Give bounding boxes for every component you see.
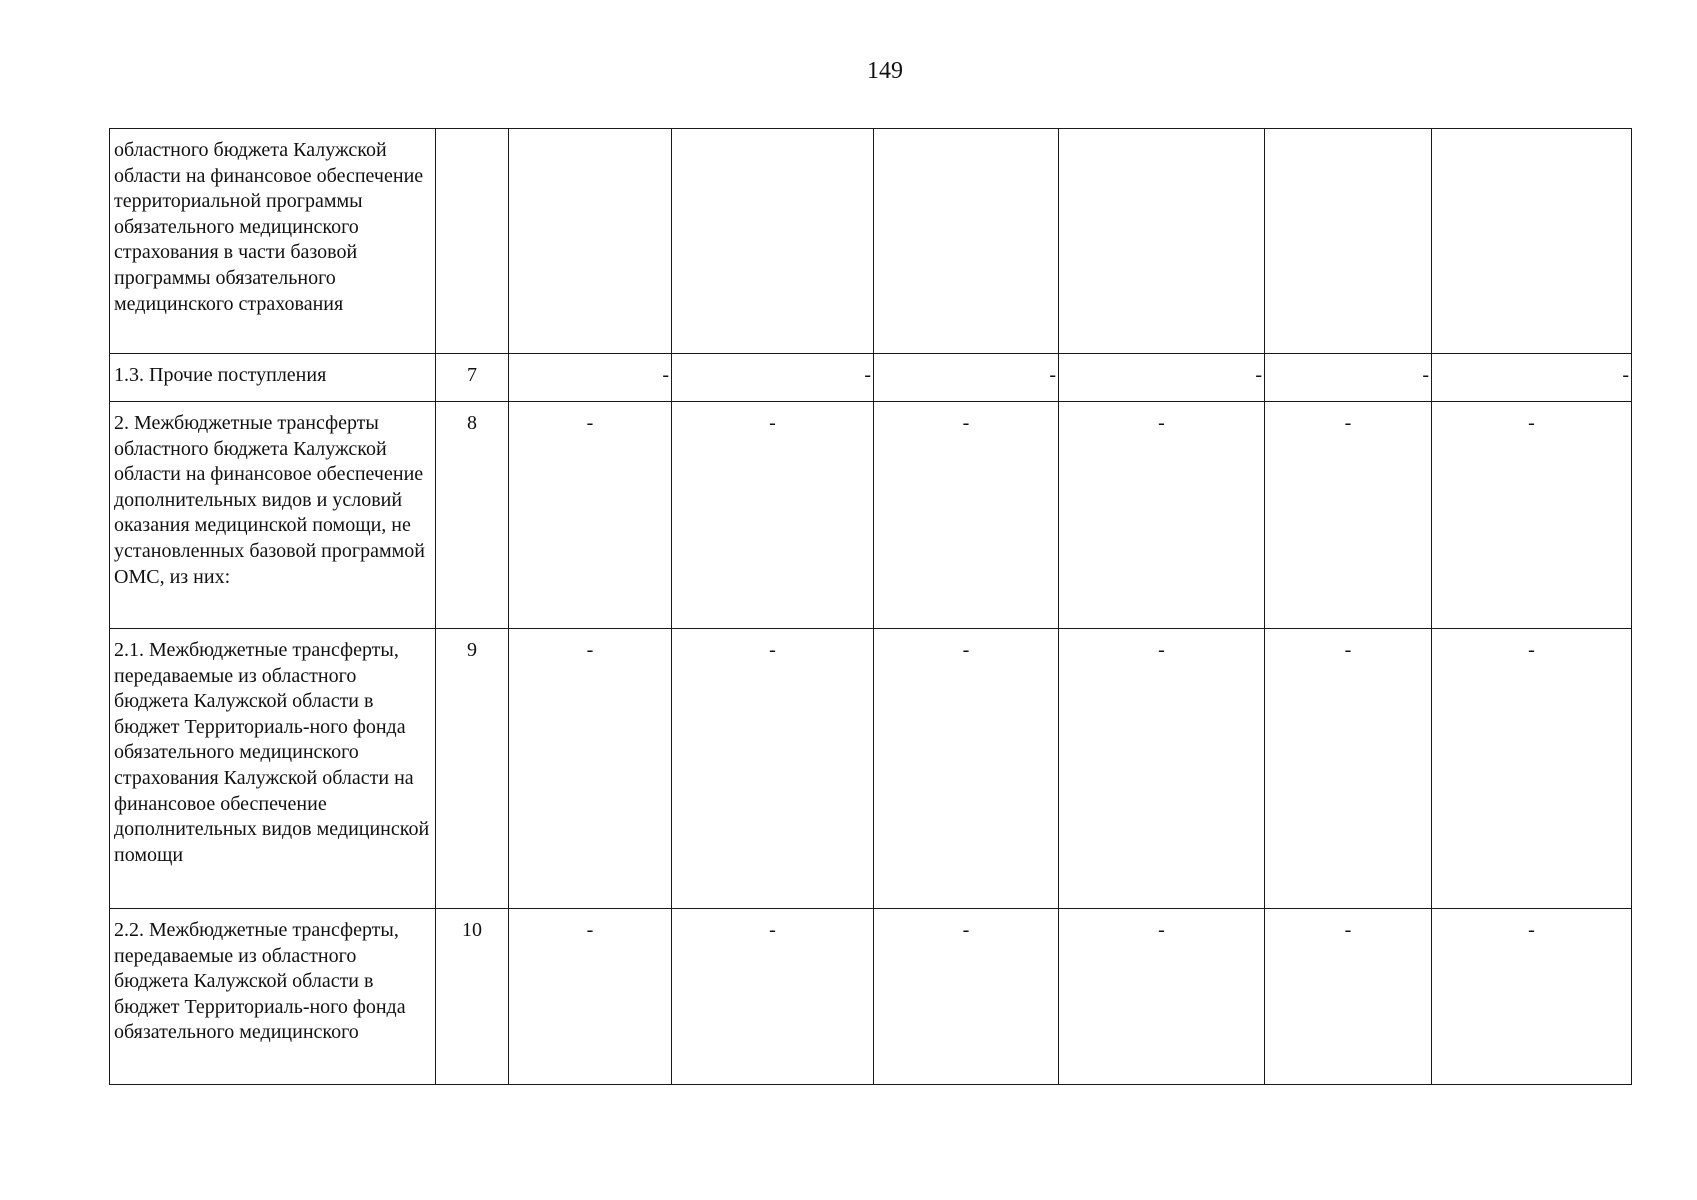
value-cell: -	[1059, 909, 1265, 1085]
value-cell: -	[1059, 629, 1265, 909]
value-cell: -	[874, 909, 1059, 1085]
row-code-cell: 8	[436, 402, 509, 629]
value-cell: -	[874, 629, 1059, 909]
table-row	[110, 629, 1632, 909]
value-cell	[1059, 129, 1265, 354]
value-cell: -	[509, 354, 672, 402]
value-cell: -	[1432, 629, 1632, 909]
value-cell: -	[1265, 909, 1432, 1085]
row-code-cell: 7	[436, 354, 509, 402]
value-cell	[1432, 129, 1632, 354]
table-row	[110, 909, 1632, 1085]
value-cell: -	[1059, 354, 1265, 402]
row-name-cell: 2.2. Межбюджетные трансферты, передаваемые из областного бюджета Калужской области в бюджет Территориаль-ного фонда обязательного медицинского	[110, 909, 436, 1085]
value-cell: -	[672, 354, 874, 402]
value-cell: -	[1265, 629, 1432, 909]
value-cell: -	[509, 909, 672, 1085]
value-cell: -	[1265, 354, 1432, 402]
value-cell: -	[672, 629, 874, 909]
row-name-cell: областного бюджета Калужской области на финансовое обеспечение территориальной программы обязательного медицинского страхования в части базовой программы обязательного медицинского страхования	[110, 129, 436, 354]
table-row	[110, 129, 1632, 354]
budget-table	[109, 128, 1632, 1085]
value-cell: -	[1265, 402, 1432, 629]
value-cell	[672, 129, 874, 354]
value-cell: -	[672, 909, 874, 1085]
value-cell: -	[1432, 354, 1632, 402]
value-cell	[874, 129, 1059, 354]
row-name-cell: 1.3. Прочие поступления	[110, 354, 436, 402]
value-cell: -	[509, 402, 672, 629]
value-cell: -	[509, 629, 672, 909]
page-number: 149	[867, 58, 903, 84]
row-code-cell: 9	[436, 629, 509, 909]
table-row	[110, 402, 1632, 629]
row-code-cell	[436, 129, 509, 354]
value-cell: -	[1432, 402, 1632, 629]
row-name-cell: 2. Межбюджетные трансферты областного бюджета Калужской области на финансовое обеспечение дополнительных видов и условий оказания медицинской помощи, не установленных базовой программой ОМС, из них:	[110, 402, 436, 629]
value-cell: -	[672, 402, 874, 629]
value-cell	[1265, 129, 1432, 354]
value-cell: -	[874, 354, 1059, 402]
row-code-cell: 10	[436, 909, 509, 1085]
value-cell: -	[1432, 909, 1632, 1085]
table-row	[110, 354, 1632, 402]
value-cell	[509, 129, 672, 354]
value-cell: -	[874, 402, 1059, 629]
row-name-cell: 2.1. Межбюджетные трансферты, передаваемые из областного бюджета Калужской области в бюджет Территориаль-ного фонда обязательного медицинского страхования Калужской области на финансовое обеспечение дополнительных видов медицинской помощи	[110, 629, 436, 909]
value-cell: -	[1059, 402, 1265, 629]
